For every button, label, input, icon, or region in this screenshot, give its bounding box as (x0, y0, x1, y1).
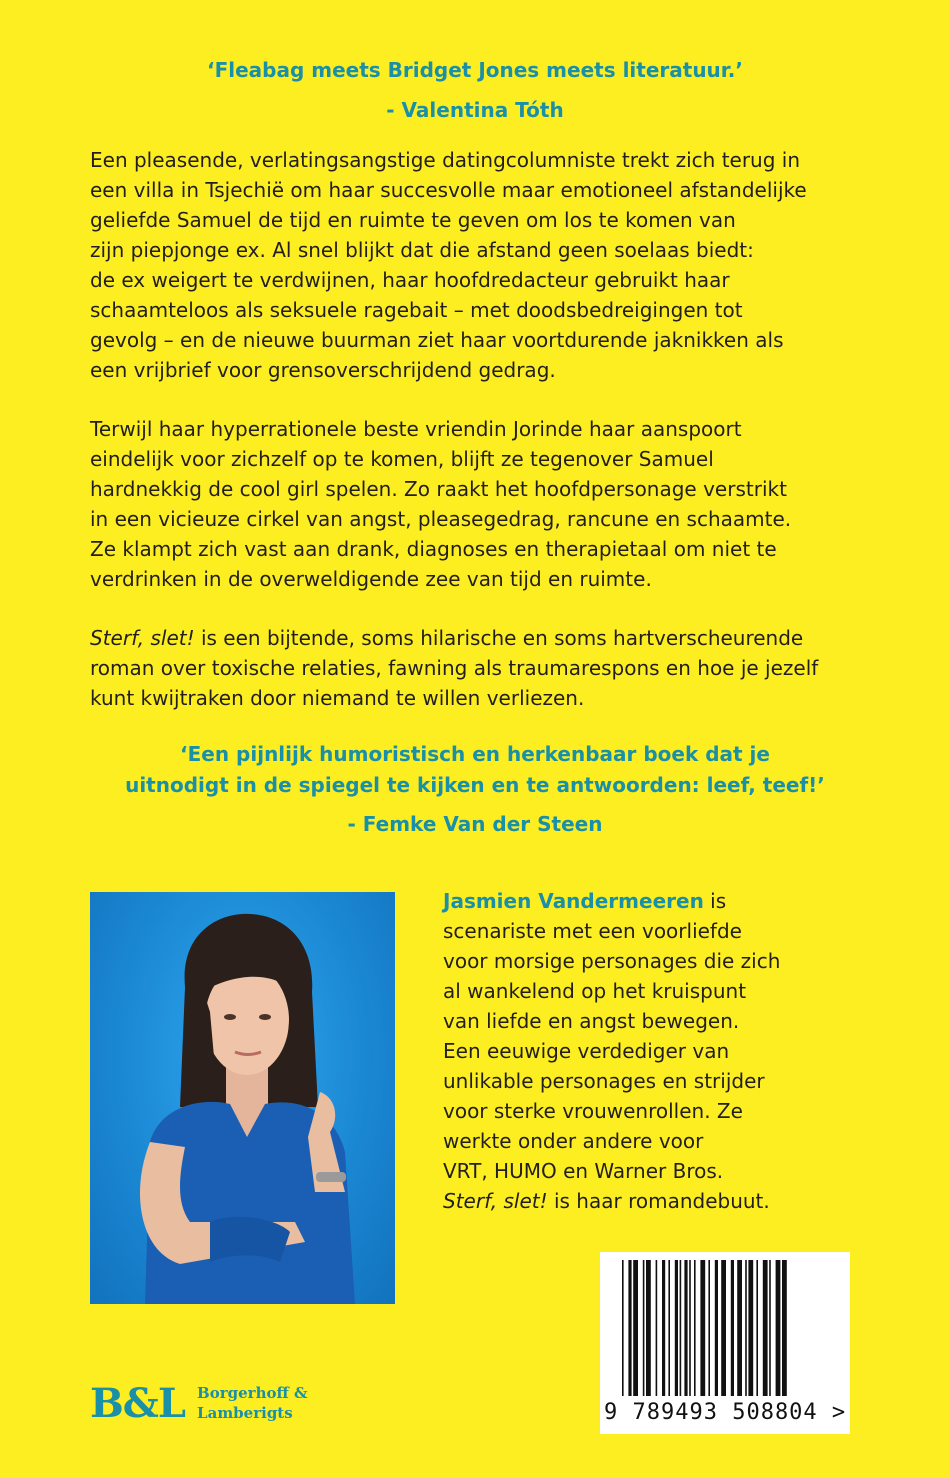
blurb-paragraph-1 (90, 145, 880, 385)
barcode-bar (694, 1260, 696, 1396)
barcode-bar (675, 1260, 678, 1396)
bio-line (443, 1186, 863, 1216)
blurb-line: zijn piepjonge ex. Al snel blijkt dat die afstand geen soelaas biedt: (90, 238, 754, 262)
bio-line: Een eeuwige verdediger van (443, 1039, 730, 1063)
quote-2-line-2: uitnodigt in de spiegel te kijken en te antwoorden: leef, teef!’ (125, 773, 825, 797)
blurb-line: de ex weigert te verdwijnen, haar hoofdredacteur gebruikt haar (90, 268, 730, 292)
barcode-bar (745, 1260, 747, 1396)
blurb-paragraph-3 (90, 623, 880, 713)
quote-2-line-1: ‘Een pijnlijk humoristisch en herkenbaar boek dat je (180, 742, 770, 766)
isbn-barcode (600, 1252, 850, 1434)
barcode-bar (763, 1260, 768, 1396)
blurb-text: is een bijtende, soms hilarische en soms hartverscheurende (194, 626, 804, 650)
blurb-line: schaamteloos als seksuele ragebait – met doodsbedreigingen tot (90, 298, 743, 322)
quote-1-author: - Valentina Tóth (386, 98, 564, 122)
author-bio (443, 886, 863, 1216)
book-title: Sterf, slet! (90, 626, 195, 650)
blurb-line: Terwijl haar hyperrationele beste vriendin Jorinde haar aanspoort (90, 417, 742, 441)
barcode-bars (600, 1252, 850, 1402)
barcode-bar (737, 1260, 742, 1396)
blurb-line: Een pleasende, verlatingsangstige datingcolumniste trekt zich terug in (90, 148, 801, 172)
publisher-name-line-2: Lamberigts (197, 1404, 293, 1422)
blurb-line: hardnekkig de cool girl spelen. Zo raakt het hoofdpersonage verstrikt (90, 477, 787, 501)
barcode-bar (662, 1260, 665, 1396)
bio-line: voor morsige personages die zich (443, 949, 781, 973)
blurb-line: gevolg – en de nieuwe buurman ziet haar voortdurende jaknikken als (90, 328, 784, 352)
barcode-bar (756, 1260, 758, 1396)
author-portrait (90, 892, 395, 1304)
blurb-line: geliefde Samuel de tijd en ruimte te geven om los te komen van (90, 208, 736, 232)
barcode-bar (684, 1260, 687, 1396)
quote-1: ‘Fleabag meets Bridget Jones meets literatuur.’ (206, 58, 744, 82)
blurb-paragraph-2 (90, 414, 880, 594)
author-name: Jasmien Vandermeeren (443, 889, 704, 913)
publisher-name (197, 1383, 308, 1423)
publisher-name-line-1: Borgerhoff & (197, 1384, 308, 1402)
barcode-bar (708, 1260, 710, 1396)
barcode-bar (633, 1260, 638, 1396)
publisher-logo (90, 1378, 308, 1428)
barcode-bar (668, 1260, 670, 1396)
blurb-line: kunt kwijtraken door niemand te willen verliezen. (90, 686, 585, 710)
bio-line: voor sterke vrouwenrollen. Ze (443, 1099, 743, 1123)
blurb-line (90, 623, 880, 653)
barcode-bar (748, 1260, 753, 1396)
barcode-bar (622, 1260, 624, 1396)
bio-text: is (703, 889, 727, 913)
bio-line: werkte onder andere voor (443, 1129, 704, 1153)
author-photo (90, 892, 395, 1304)
barcode-bar (721, 1260, 726, 1396)
blurb-line: verdrinken in de overweldigende zee van tijd en ruimte. (90, 567, 652, 591)
blurb-line: een vrijbrief voor grensoverschrijdend gedrag. (90, 358, 556, 382)
blurb-line: roman over toxische relaties, fawning als traumarespons en hoe je jezelf (90, 656, 819, 680)
barcode-bar (643, 1260, 645, 1396)
barcode-bar (628, 1260, 631, 1396)
barcode-bar (689, 1260, 691, 1396)
barcode-bar (700, 1260, 705, 1396)
barcode-bar (680, 1260, 682, 1396)
blurb-line: eindelijk voor zichzelf op te komen, blijft ze tegenover Samuel (90, 447, 714, 471)
barcode-bar (646, 1260, 651, 1396)
blurb-line: een villa in Tsjechië om haar succesvolle maar emotioneel afstandelijke (90, 178, 807, 202)
blurb-line: Ze klampt zich vast aan drank, diagnoses en therapietaal om niet te (90, 537, 777, 561)
quote-2-author: - Femke Van der Steen (347, 812, 603, 836)
publisher-mark: B&L (90, 1379, 186, 1427)
barcode-bar (769, 1260, 771, 1396)
barcode-bar (776, 1260, 781, 1396)
barcode-bar (782, 1260, 787, 1396)
bio-line: van liefde en angst bewegen. (443, 1009, 740, 1033)
barcode-bar (715, 1260, 718, 1396)
barcode-bar (731, 1260, 734, 1396)
bio-text: is haar romandebuut. (547, 1189, 770, 1213)
isbn-digits: 9 789493 508804 > (604, 1400, 847, 1425)
bio-line: unlikable personages en strijder (443, 1069, 765, 1093)
bio-line: al wankelend op het kruispunt (443, 979, 747, 1003)
blurb-line: in een vicieuze cirkel van angst, pleasegedrag, rancune en schaamte. (90, 507, 792, 531)
bio-line: scenariste met een voorliefde (443, 919, 742, 943)
barcode-bar (656, 1260, 658, 1396)
book-title: Sterf, slet! (443, 1189, 548, 1213)
bio-line (443, 886, 863, 916)
bio-line: VRT, HUMO en Warner Bros. (443, 1159, 724, 1183)
